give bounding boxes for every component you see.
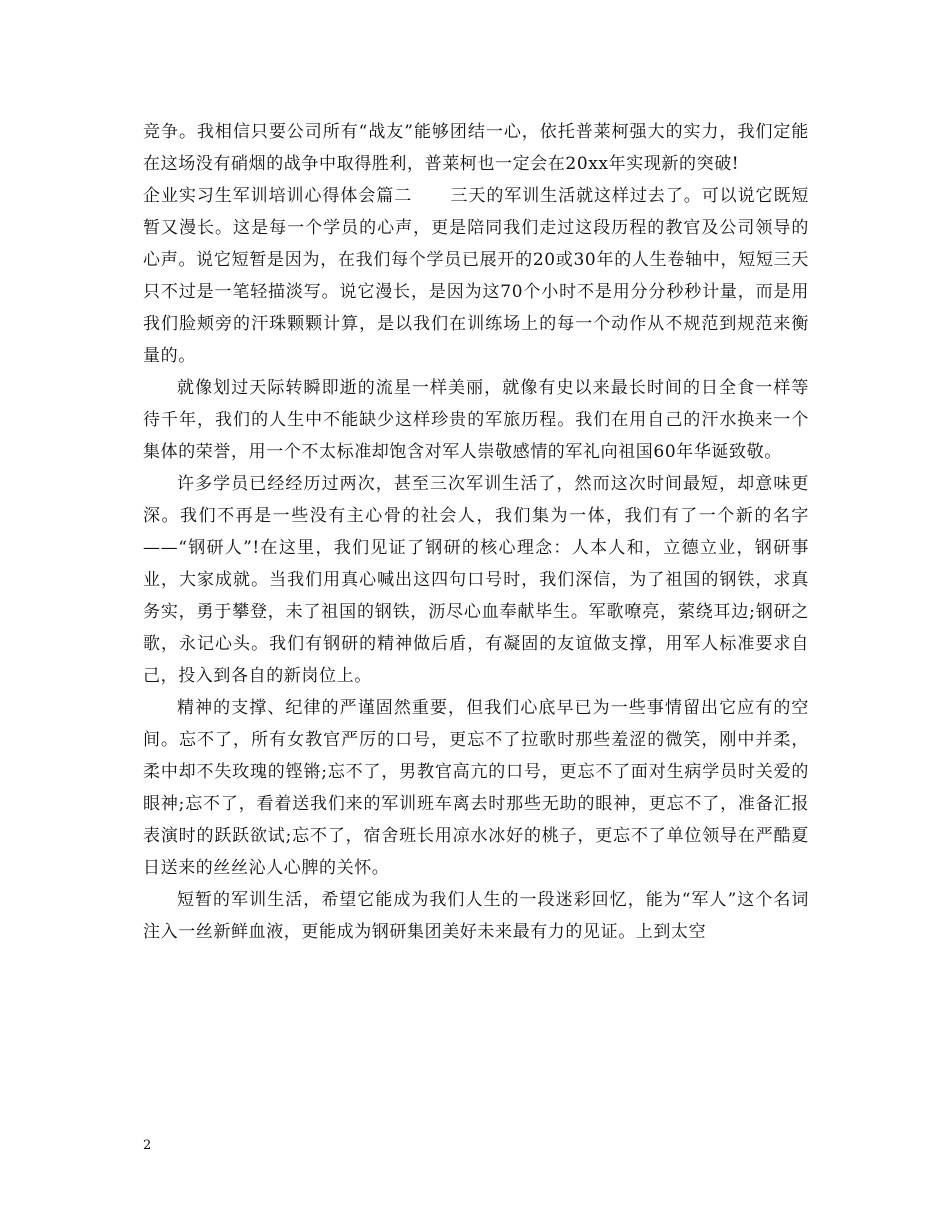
document-body — [143, 116, 809, 948]
paragraph-with-heading — [143, 180, 809, 372]
paragraph: 就像划过天际转瞬即逝的流星一样美丽，就像有史以来最长时间的日全食一样等待千年，我们的人生中不能缺少这样珍贵的军旅历程。我们在用自己的汗水换来一个集体的荣誉，用一个不太标准却饱含对军人崇敬感情的军礼向祖国60年华诞致敬。 — [143, 378, 809, 462]
page-number: 2 — [143, 1138, 152, 1153]
section-heading: 企业实习生军训培训心得体会篇二 — [143, 186, 413, 206]
paragraph: 精神的支撑、纪律的严谨固然重要，但我们心底早已为一些事情留出它应有的空间。忘不了，所有女教官严厉的口号，更忘不了拉歌时那些羞涩的微笑，刚中并柔，柔中却不失玫瑰的铿锵;忘不了，男教官高亢的口号，更忘不了面对生病学员时关爱的眼神;忘不了，看着送我们来的军训班车离去时那些无助的眼神，更忘不了，准备汇报表演时的跃跃欲试;忘不了，宿舍班长用凉水冰好的桃子，更忘不了单位领导在严酷夏日送来的丝丝沁人心脾的关怀。 — [143, 698, 809, 878]
paragraph: 许多学员已经经历过两次，甚至三次军训生活了，然而这次时间最短，却意味更深。我们不再是一些没有主心骨的社会人，我们集为一体，我们有了一个新的名字——“钢研人”!在这里，我们见证了钢研的核心理念：人本人和，立德立业，钢研事业，大家成就。当我们用真心喊出这四句口号时，我们深信，为了祖国的钢铁，求真务实，勇于攀登，未了祖国的钢铁，沥尽心血奉献毕生。军歌嘹亮，萦绕耳边;钢研之歌，永记心头。我们有钢研的精神做后盾，有凝固的友谊做支撑，用军人标准要求自己，投入到各自的新岗位上。 — [143, 474, 809, 686]
paragraph: 短暂的军训生活，希望它能成为我们人生的一段迷彩回忆，能为“军人”这个名词注入一丝新鲜血液，更能成为钢研集团美好未来最有力的见证。上到太空 — [143, 890, 809, 942]
paragraph: 竞争。我相信只要公司所有“战友”能够团结一心，依托普莱柯强大的实力，我们定能在这场没有硝烟的战争中取得胜利，普莱柯也一定会在20xx年实现新的突破! — [143, 122, 809, 174]
paragraph-text: 三天的军训生活就这样过去了。可以说它既短暂又漫长。这是每一个学员的心声，更是陪同我们走过这段历程的教官及公司领导的心声。说它短暂是因为，在我们每个学员已展开的20或30年的人生卷轴中，短短三天只不过是一笔轻描淡写。说它漫长，是因为这70个小时不是用分分秒秒计量，而是用我们脸颊旁的汗珠颗颗计算，是以我们在训练场上的每一个动作从不规范到规范来衡量的。 — [143, 186, 810, 366]
